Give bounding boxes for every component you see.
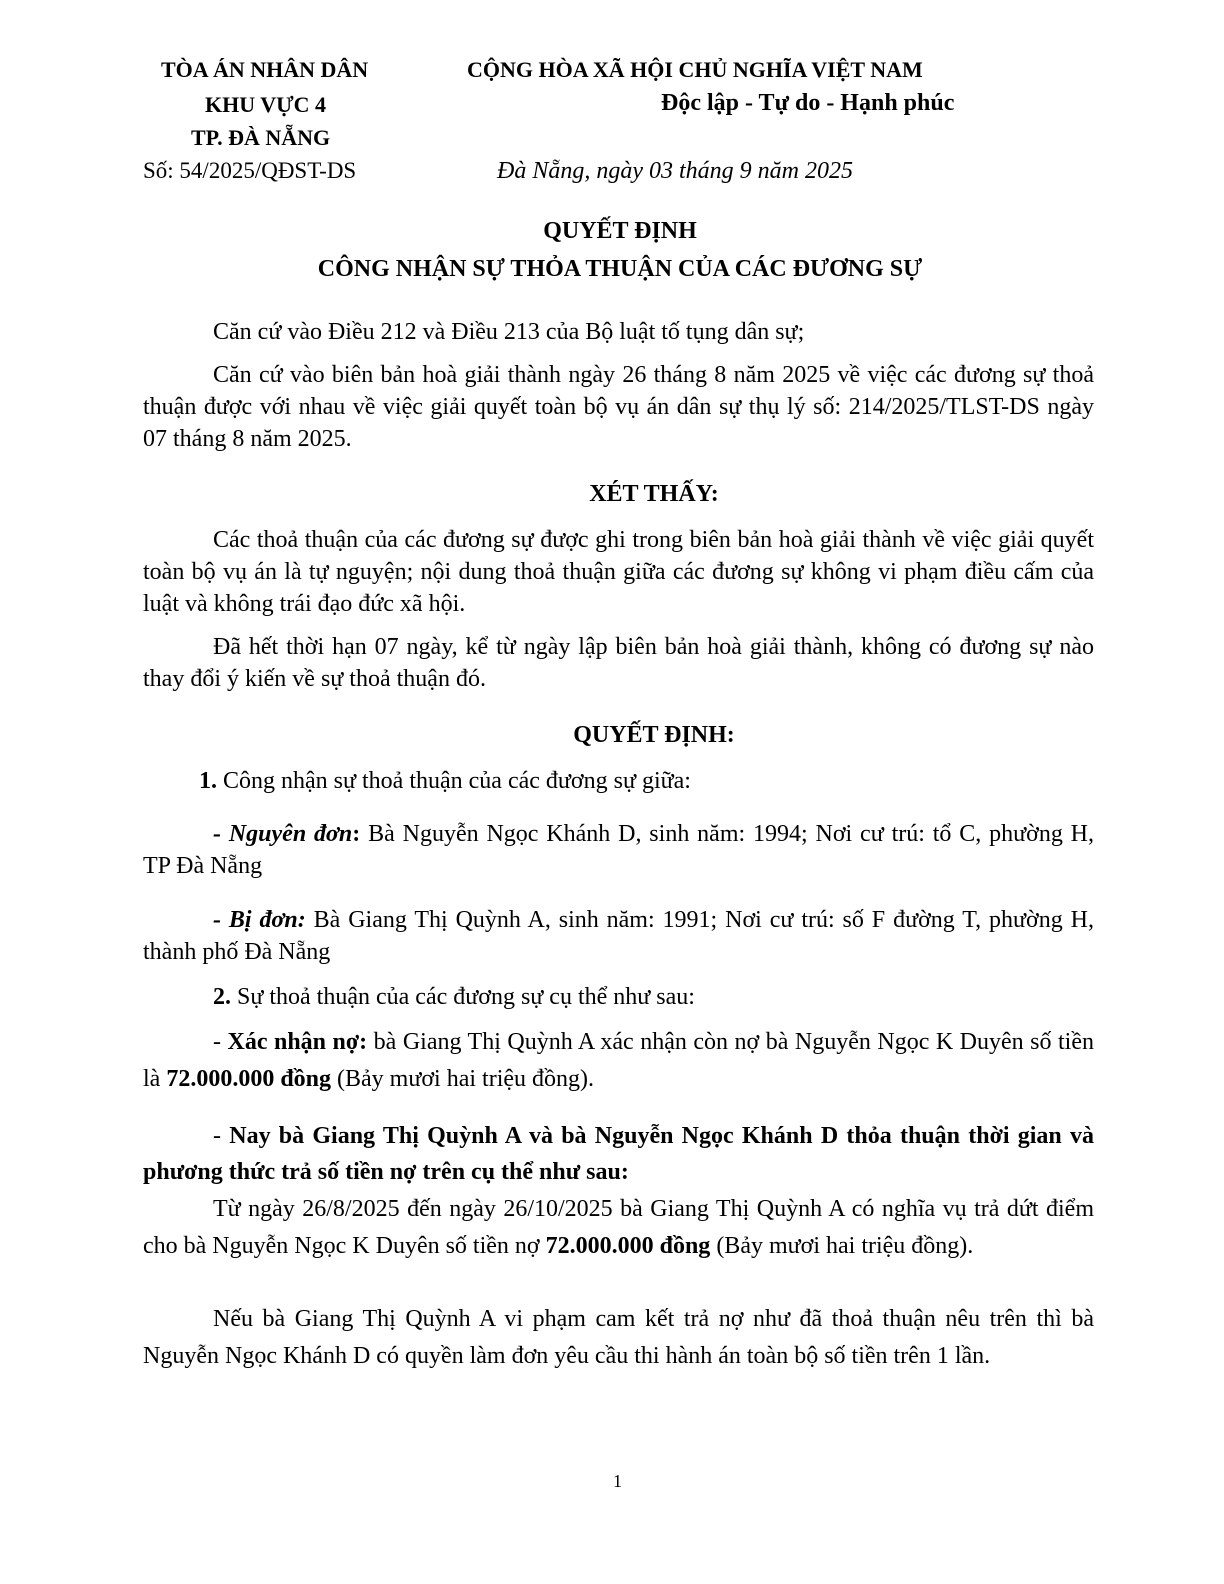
basis-paragraph-1: Căn cứ vào Điều 212 và Điều 213 của Bộ luật tố tụng dân sự; — [213, 319, 805, 345]
debt-confirmation-paragraph: - Xác nhận nợ: bà Giang Thị Quỳnh A xác nhận còn nợ bà Nguyễn Ngọc K Duyên số tiền là 72.000.000 đồng (Bảy mươi hai triệu đồng). — [143, 1029, 1095, 1092]
decision-item-2: 2. Sự thoả thuận của các đương sự cụ thể như sau: — [213, 984, 695, 1010]
plaintiff-paragraph: - Nguyên đơn: Bà Nguyễn Ngọc Khánh D, sinh năm: 1994; Nơi cư trú: tổ C, phường H, TP Đà Nẵng — [143, 821, 1095, 879]
place-date: Đà Nẵng, ngày 03 tháng 9 năm 2025 — [497, 158, 853, 184]
title-decision: QUYẾT ĐỊNH — [543, 218, 697, 244]
court-name: TÒA ÁN NHÂN DÂN — [161, 57, 369, 82]
basis-paragraph-2: Căn cứ vào biên bản hoà giải thành ngày 26 tháng 8 năm 2025 về việc các đương sự thoả thuận được với nhau về việc giải quyết toàn bộ vụ án dân sự thụ lý số: 214/2025/TLST-DS ngày 07 tháng 8 năm 2025. — [143, 362, 1094, 452]
considering-heading: XÉT THẤY: — [589, 481, 719, 507]
breach-paragraph: Nếu bà Giang Thị Quỳnh A vi phạm cam kết trả nợ như đã thoả thuận nêu trên thì bà Nguyễn Ngọc Khánh D có quyền làm đơn yêu cầu thi hành án toàn bộ số tiền trên 1 lần. — [143, 1306, 1094, 1369]
decision-item-1: 1. Công nhận sự thoả thuận của các đương sự giữa: — [199, 768, 691, 794]
court-region: KHU VỰC 4 — [205, 92, 326, 117]
decision-heading: QUYẾT ĐỊNH: — [573, 722, 735, 748]
considering-paragraph-1: Các thoả thuận của các đương sự được ghi trong biên bản hoà giải thành về việc giải quyết toàn bộ vụ án là tự nguyện; nội dung thoả thuận giữa các đương sự không vi phạm điều cấm của luật và không trái đạo đức xã hội. — [143, 527, 1094, 617]
document-number: Số: 54/2025/QĐST-DS — [143, 158, 357, 183]
page-number: 1 — [613, 1471, 622, 1491]
title-recognition: CÔNG NHẬN SỰ THỎA THUẬN CỦA CÁC ĐƯƠNG SỰ — [317, 256, 923, 282]
payment-paragraph: Từ ngày 26/8/2025 đến ngày 26/10/2025 bà Giang Thị Quỳnh A có nghĩa vụ trả dứt điểm cho bà Nguyễn Ngọc K Duyên số tiền nợ 72.000.000 đồng (Bảy mươi hai triệu đồng). — [143, 1196, 1094, 1259]
defendant-paragraph: - Bị đơn: Bà Giang Thị Quỳnh A, sinh năm: 1991; Nơi cư trú: số F đường T, phường H, thành phố Đà Nẵng — [143, 907, 1094, 965]
motto: Độc lập - Tự do - Hạnh phúc — [661, 90, 955, 116]
court-city: TP. ĐÀ NẴNG — [191, 125, 331, 150]
republic-name: CỘNG HÒA XÃ HỘI CHỦ NGHĨA VIỆT NAM — [467, 57, 923, 82]
considering-paragraph-2: Đã hết thời hạn 07 ngày, kể từ ngày lập biên bản hoà giải thành, không có đương sự nào thay đổi ý kiến về sự thoả thuận đó. — [143, 634, 1094, 692]
agreement-paragraph: - Nay bà Giang Thị Quỳnh A và bà Nguyễn Ngọc Khánh D thỏa thuận thời gian và phương thức trả số tiền nợ trên cụ thể như sau: — [143, 1123, 1095, 1185]
